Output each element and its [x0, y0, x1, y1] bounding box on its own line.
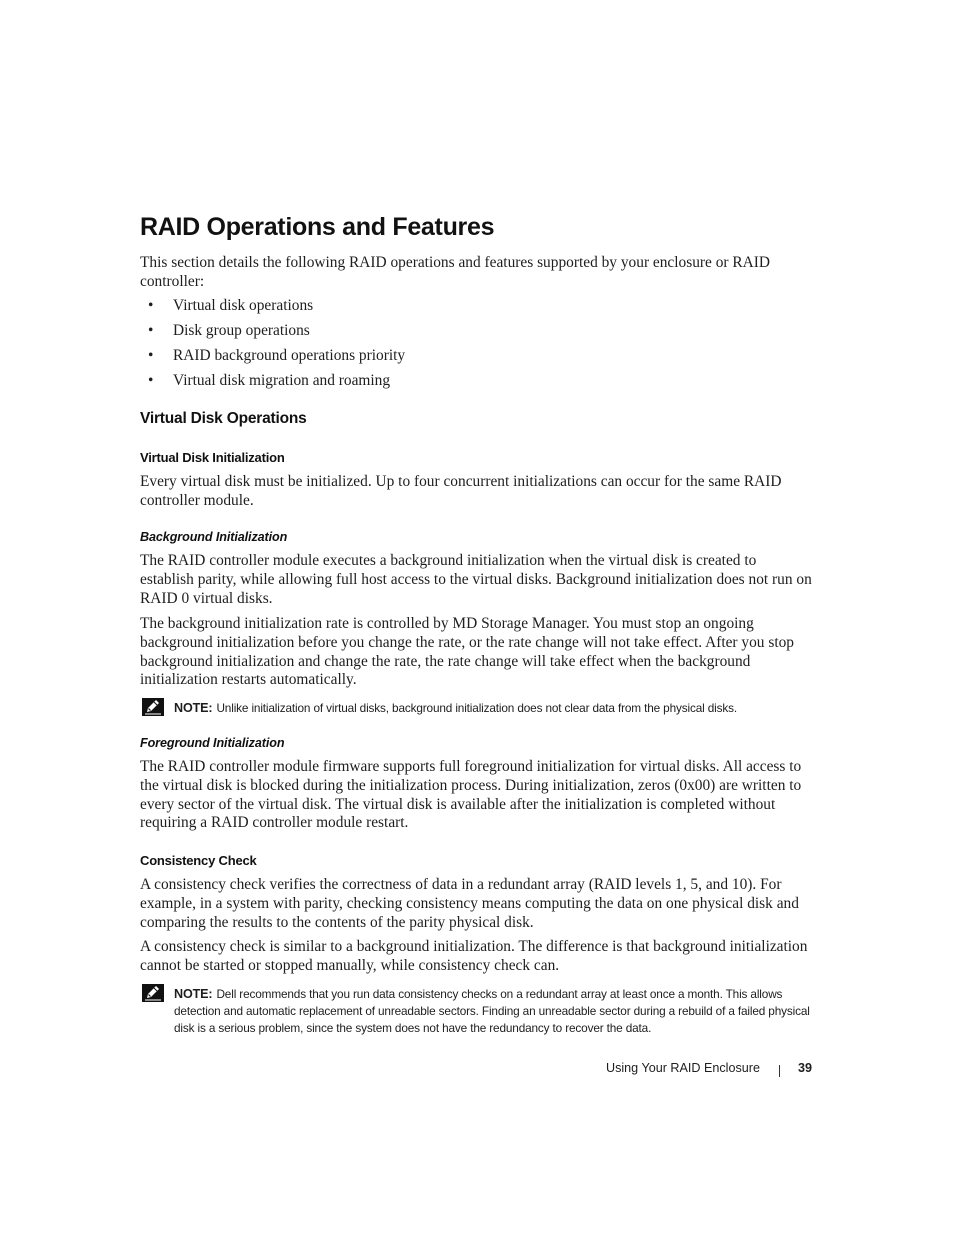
- note-label: NOTE:: [174, 701, 213, 715]
- background-initialization-paragraph-2: The background initialization rate is controlled by MD Storage Manager. You must stop an ongoing background initialization before you change the rate, or the rate change will not take effect. After you stop background initialization and change the rate, the rate change will take effect when the background initialization restarts automatically.: [140, 615, 794, 689]
- bullet-dot: •: [148, 297, 154, 314]
- heading-foreground-initialization: Foreground Initialization: [140, 736, 285, 750]
- footer-separator: [779, 1065, 780, 1077]
- bullet-item: [148, 372, 390, 391]
- bullet-item: [148, 322, 310, 341]
- note-pencil-icon: [142, 984, 164, 1002]
- foreground-initialization-paragraph: The RAID controller module firmware supports full foreground initialization for virtual disks. All access to the virtual disk is blocked during the initialization process. During initialization, zeros (0x00) are written to every sector of the virtual disk. The virtual disk is available after the initialization is completed without requiring a RAID controller module restart.: [140, 758, 802, 832]
- page-footer: [140, 1061, 812, 1081]
- note-pencil-icon: [142, 698, 164, 716]
- note-text-block: [174, 986, 814, 1037]
- section-heading-virtual-disk-operations: Virtual Disk Operations: [140, 410, 307, 427]
- background-initialization-paragraph-1: The RAID controller module executes a background initialization when the virtual disk is created to establish parity, while allowing full host access to the virtual disks. Background initialization does not run on RAID 0 virtual disks.: [140, 552, 812, 607]
- consistency-check-paragraph-2: A consistency check is similar to a background initialization. The difference is that background initialization cannot be started or stopped manually, while consistency check can.: [140, 938, 808, 974]
- bullet-text: RAID background operations priority: [173, 347, 406, 364]
- virtual-disk-initialization-paragraph: Every virtual disk must be initialized. Up to four concurrent initializations can occur for the same RAID controller module.: [140, 473, 782, 509]
- note-body: Dell recommends that you run data consistency checks on a redundant array at least once a month. This allows detection and automatic replacement of unreadable sectors. Finding an unreadable sector during a rebuild of a failed physical disk is a serious problem, since the system does not have the redundancy to recover the data.: [174, 987, 810, 1035]
- consistency-check-paragraph-1: A consistency check verifies the correctness of data in a redundant array (RAID levels 1, 5, and 10). For example, in a system with parity, checking consistency means computing the data on one physical disk and comparing the results to the contents of the parity physical disk.: [140, 876, 799, 931]
- bullet-text: Virtual disk migration and roaming: [173, 372, 391, 389]
- bullet-item: [148, 297, 313, 316]
- bullet-dot: •: [148, 322, 154, 339]
- bullet-dot: •: [148, 347, 154, 364]
- intro-paragraph: This section details the following RAID operations and features supported by your enclosure or RAID controller:: [140, 254, 771, 290]
- bullet-dot: •: [148, 372, 154, 389]
- page-title: RAID Operations and Features: [140, 213, 495, 241]
- note-text-block: [174, 700, 814, 717]
- bullet-text: Virtual disk operations: [173, 297, 314, 314]
- footer-chapter-title: Using Your RAID Enclosure: [605, 1061, 760, 1075]
- subsection-heading-virtual-disk-initialization: Virtual Disk Initialization: [140, 450, 285, 465]
- page-number: 39: [797, 1061, 812, 1075]
- note-body: Unlike initialization of virtual disks, background initialization does not clear data from the physical disks.: [216, 701, 737, 715]
- bullet-text: Disk group operations: [173, 322, 310, 339]
- heading-background-initialization: Background Initialization: [140, 530, 288, 544]
- note-label: NOTE:: [174, 987, 213, 1001]
- subsection-heading-consistency-check: Consistency Check: [140, 853, 257, 868]
- bullet-item: [148, 347, 405, 366]
